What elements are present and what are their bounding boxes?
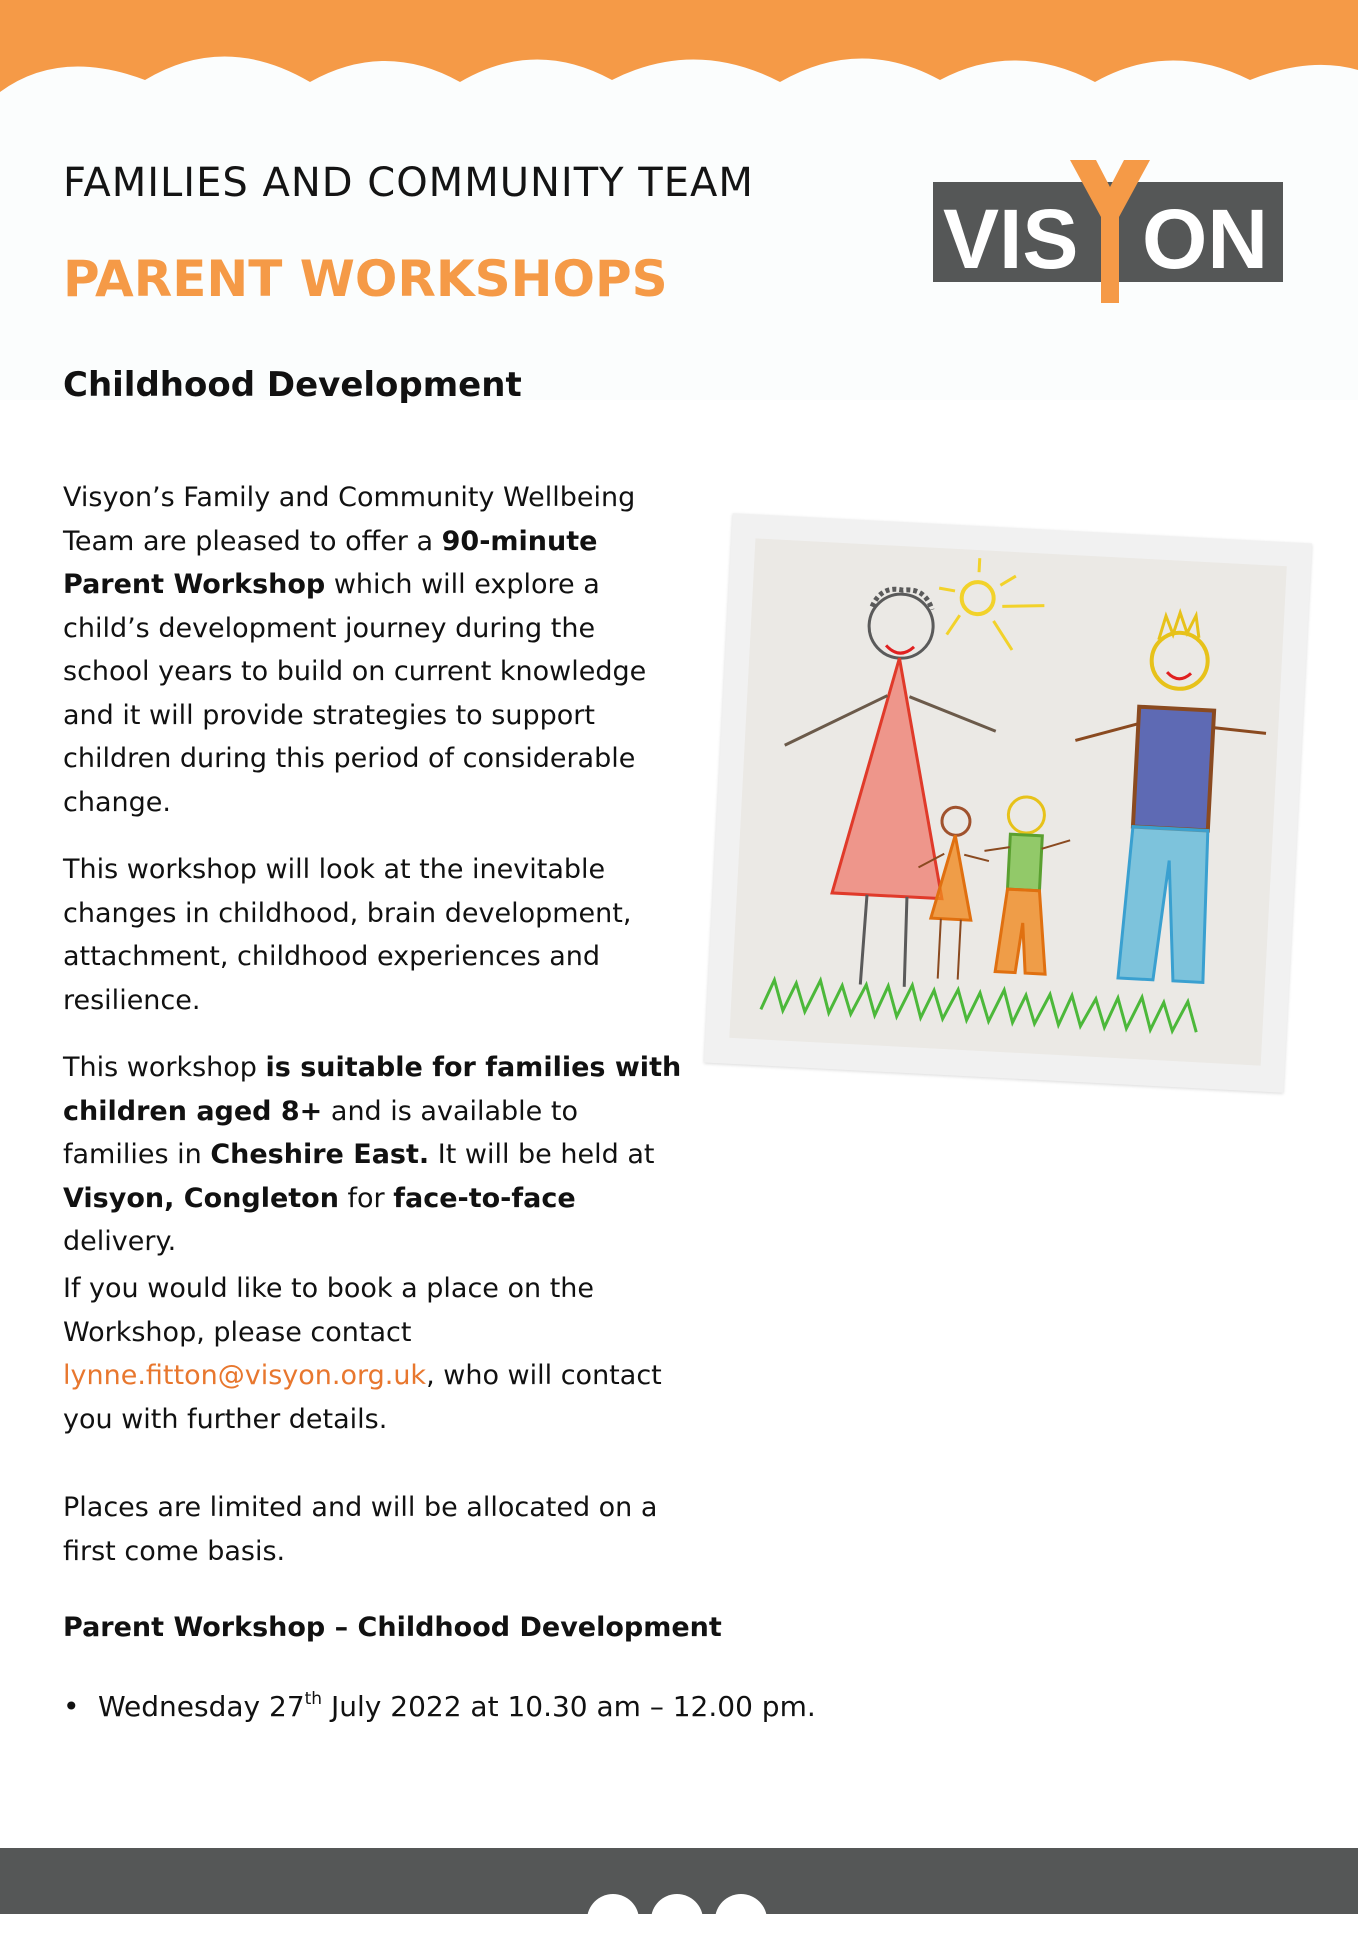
child-drawing-illustration (729, 538, 1286, 1065)
intro-text-c: which will explore a child’s development journey during the school years to build on current knowledge and it will provide strategies to support children during this period of considerable change. (63, 569, 647, 818)
eligibility-text-e: It will be held at (429, 1139, 655, 1170)
eligibility-text-c: and is available to families in (63, 1095, 578, 1170)
twitter-icon[interactable] (715, 1894, 767, 1946)
event-date-text: Wednesday 27 (98, 1690, 305, 1723)
booking-paragraph (63, 1267, 683, 1441)
event-list-item (63, 1690, 816, 1723)
eligibility-text-i: delivery. (63, 1226, 177, 1257)
cloud-border (0, 0, 1358, 110)
event-heading: Parent Workshop – Childhood Development (63, 1612, 722, 1643)
places-paragraph: Places are limited and will be allocated on a first come basis. (63, 1492, 658, 1567)
eligibility-text-g: for (338, 1182, 394, 1214)
booking-text-a: If you would like to book a place on the Workshop, please contact (63, 1273, 595, 1348)
eligibility-text-age: is suitable for families with children aged 8+ (63, 1052, 682, 1127)
logo-text-left: VIS (943, 192, 1079, 286)
eligibility-text-venue: Visyon, Congleton (63, 1182, 339, 1214)
event-time-text: July 2022 at 10.30 am – 12.00 pm. (322, 1690, 816, 1723)
bullet-icon: • (63, 1690, 80, 1723)
family-drawing (729, 538, 1286, 1065)
facebook-icon[interactable] (587, 1894, 639, 1946)
intro-text-a: Visyon’s Family and Community Wellbeing Team are pleased to offer a (63, 482, 636, 557)
intro-text-bold: 90-minute Parent Workshop (63, 525, 598, 600)
booking-text-c: , who will contact you with further details. (63, 1360, 662, 1435)
family-drawing-photo (704, 513, 1312, 1093)
topics-paragraph: This workshop will look at the inevitable changes in childhood, brain development, attachment, childhood experiences and resilience. (63, 854, 632, 1016)
intro-paragraph (63, 476, 683, 824)
event-date-suffix: th (304, 1689, 323, 1709)
eligibility-text-delivery: face-to-face (393, 1182, 576, 1214)
instagram-icon[interactable] (651, 1894, 703, 1946)
logo-text-right: ON (1142, 192, 1268, 286)
eligibility-paragraph (63, 1046, 683, 1264)
logo-text-y: Y (1081, 192, 1139, 286)
contact-email-link[interactable]: lynne.fitton@visyon.org.uk (63, 1360, 427, 1391)
visyon-logo (928, 155, 1288, 305)
team-title: FAMILIES AND COMMUNITY TEAM (63, 160, 754, 206)
footer-bar (0, 1848, 1358, 1914)
section-heading: Childhood Development (63, 365, 522, 405)
page-title: PARENT WORKSHOPS (63, 250, 668, 308)
eligibility-text-a: This workshop (63, 1052, 266, 1083)
eligibility-text-area: Cheshire East. (210, 1139, 430, 1170)
